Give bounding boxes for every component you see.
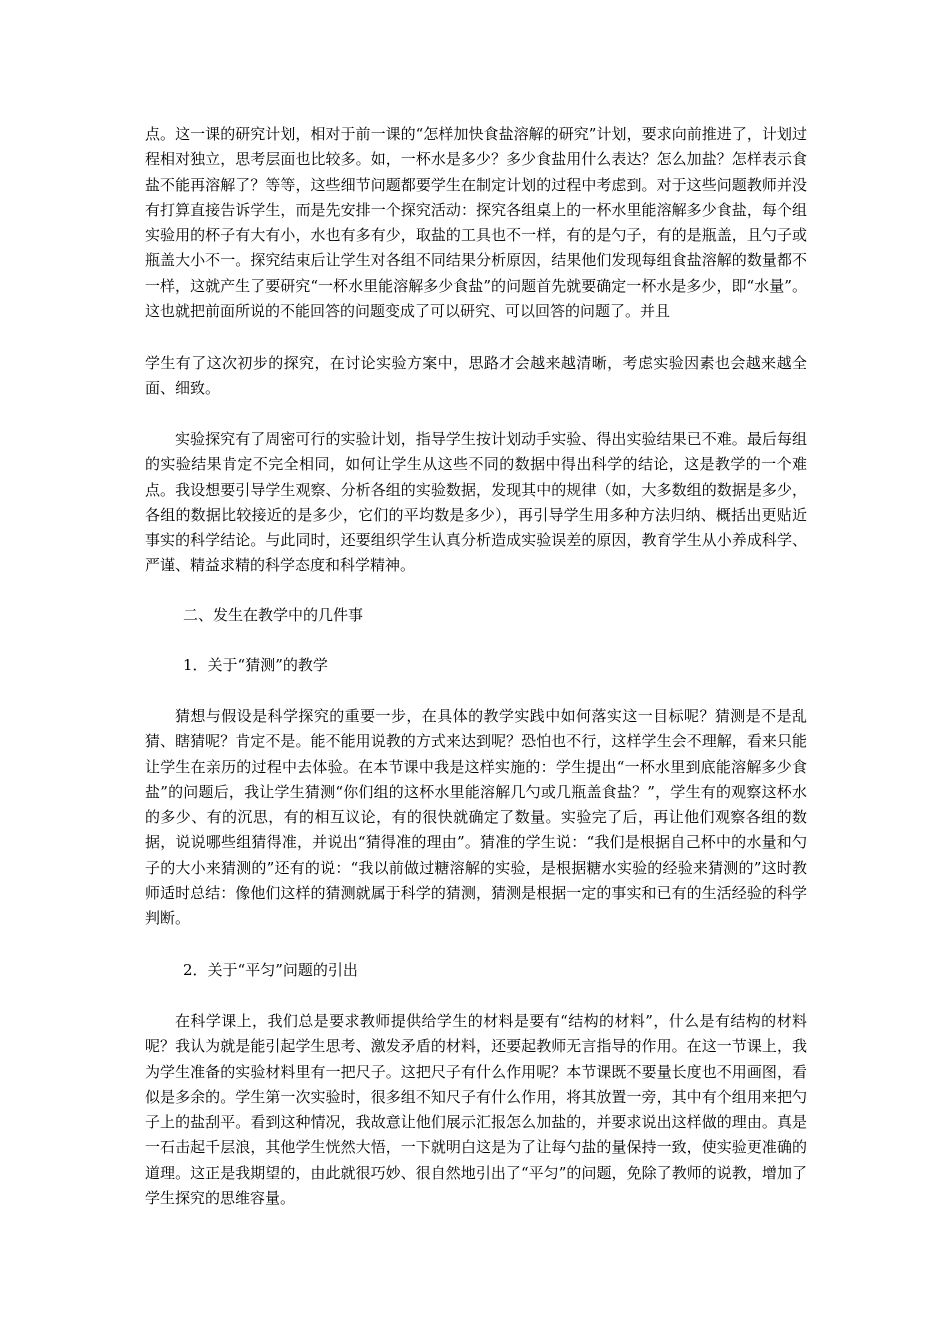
section-heading: 二、发生在教学中的几件事 (183, 606, 364, 624)
paragraph-experiment: 实验探究有了周密可行的实验计划，指导学生按计划动手实验、得出实验结果已不难。最后每组的实验结果肯定不完全相同，如何让学生从这些不同的数据中得出科学的结论，这是教学的一个难点。我设想要引导学生观察、分析各组的实验数据，发现其中的规律（如，大多数组的数据是多少，各组的数据比较接近的是多少，它们的平均数是多少），再引导学生用多种方法归纳、概括出更贴近事实的科学结论。与此同时，还要组织学生认真分析造成实验误差的原因，教育学生从小养成科学、严谨、精益求精的科学态度和科学精神。 (145, 430, 807, 575)
subheading-level: 2．关于“平匀”问题的引出 (183, 961, 358, 979)
paragraph-continued-1: 点。这一课的研究计划，相对于前一课的“怎样加快食盐溶解的研究”计划，要求向前推进了，计划过程相对独立，思考层面也比较多。如，一杯水是多少？多少食盐用什么表达？怎么加盐？怎样表示食盐不能再溶解了？等等，这些细节问题都要学生在制定计划的过程中考虑到。对于这些问题教师并没有打算直接告诉学生，而是先安排一个探究活动：探究各组桌上的一杯水里能溶解多少食盐，每个组实验用的杯子有大有小，水也有多有少，取盐的工具也不一样，有的是勺子，有的是瓶盖，且勺子或瓶盖大小不一。探究结束后让学生对各组不同结果分析原因，结果他们发现每组食盐溶解的数量都不一样，这就产生了要研究“一杯水里能溶解多少食盐”的问题首先就要确定一杯水是多少，即“水量”。这也就把前面所说的不能回答的问题变成了可以研究、可以回答的问题了。并且 (145, 125, 807, 321)
paragraph-guess: 猜想与假设是科学探究的重要一步，在具体的教学实践中如何落实这一目标呢？猜测是不是乱猜、瞎猜呢？肯定不是。能不能用说教的方式来达到呢？恐怕也不行，这样学生会不理解，看来只能让学生在亲历的过程中去体验。在本节课中我是这样实施的：学生提出“一杯水里到底能溶解多少食盐”的问题后，我让学生猜测“你们组的这杯水里能溶解几勺或几瓶盖食盐？”，学生有的观察这杯水的多少、有的沉思，有的相互议论，有的很快就确定了数量。实验完了后，再让他们观察各组的数据，说说哪些组猜得准，并说出“猜得准的理由”。猜准的学生说：“我们是根据自己杯中的水量和勺子的大小来猜测的”还有的说：“我以前做过糖溶解的实验，是根据糖水实验的经验来猜测的”这时教师适时总结：像他们这样的猜测就属于科学的猜测，猜测是根据一定的事实和已有的生活经验的科学判断。 (145, 707, 807, 928)
paragraph-level: 在科学课上，我们总是要求教师提供给学生的材料是要有“结构的材料”，什么是有结构的材料呢？我认为就是能引起学生思考、激发矛盾的材料，还要起教师无言指导的作用。在这一节课上，我为学生准备的实验材料里有一把尺子。这把尺子有什么作用呢？本节课既不要量长度也不用画图，看似是多余的。学生第一次实验时，很多组不知尺子有什么作用，将其放置一旁，其中有个组用来把勺子上的盐刮平。看到这种情况，我故意让他们展示汇报怎么加盐的，并要求说出这样做的理由。真是一石击起千层浪，其他学生恍然大悟，一下就明白这是为了让每勺盐的量保持一致，使实验更准确的道理。这正是我期望的，由此就很巧妙、很自然地引出了“平匀”的问题，免除了教师的说教，增加了学生探究的思维容量。 (145, 1012, 807, 1208)
paragraph-continued-2: 学生有了这次初步的探究，在讨论实验方案中，思路才会越来越清晰，考虑实验因素也会越来越全面、细致。 (145, 354, 807, 398)
subheading-guess: 1．关于“猜测”的教学 (183, 656, 328, 674)
